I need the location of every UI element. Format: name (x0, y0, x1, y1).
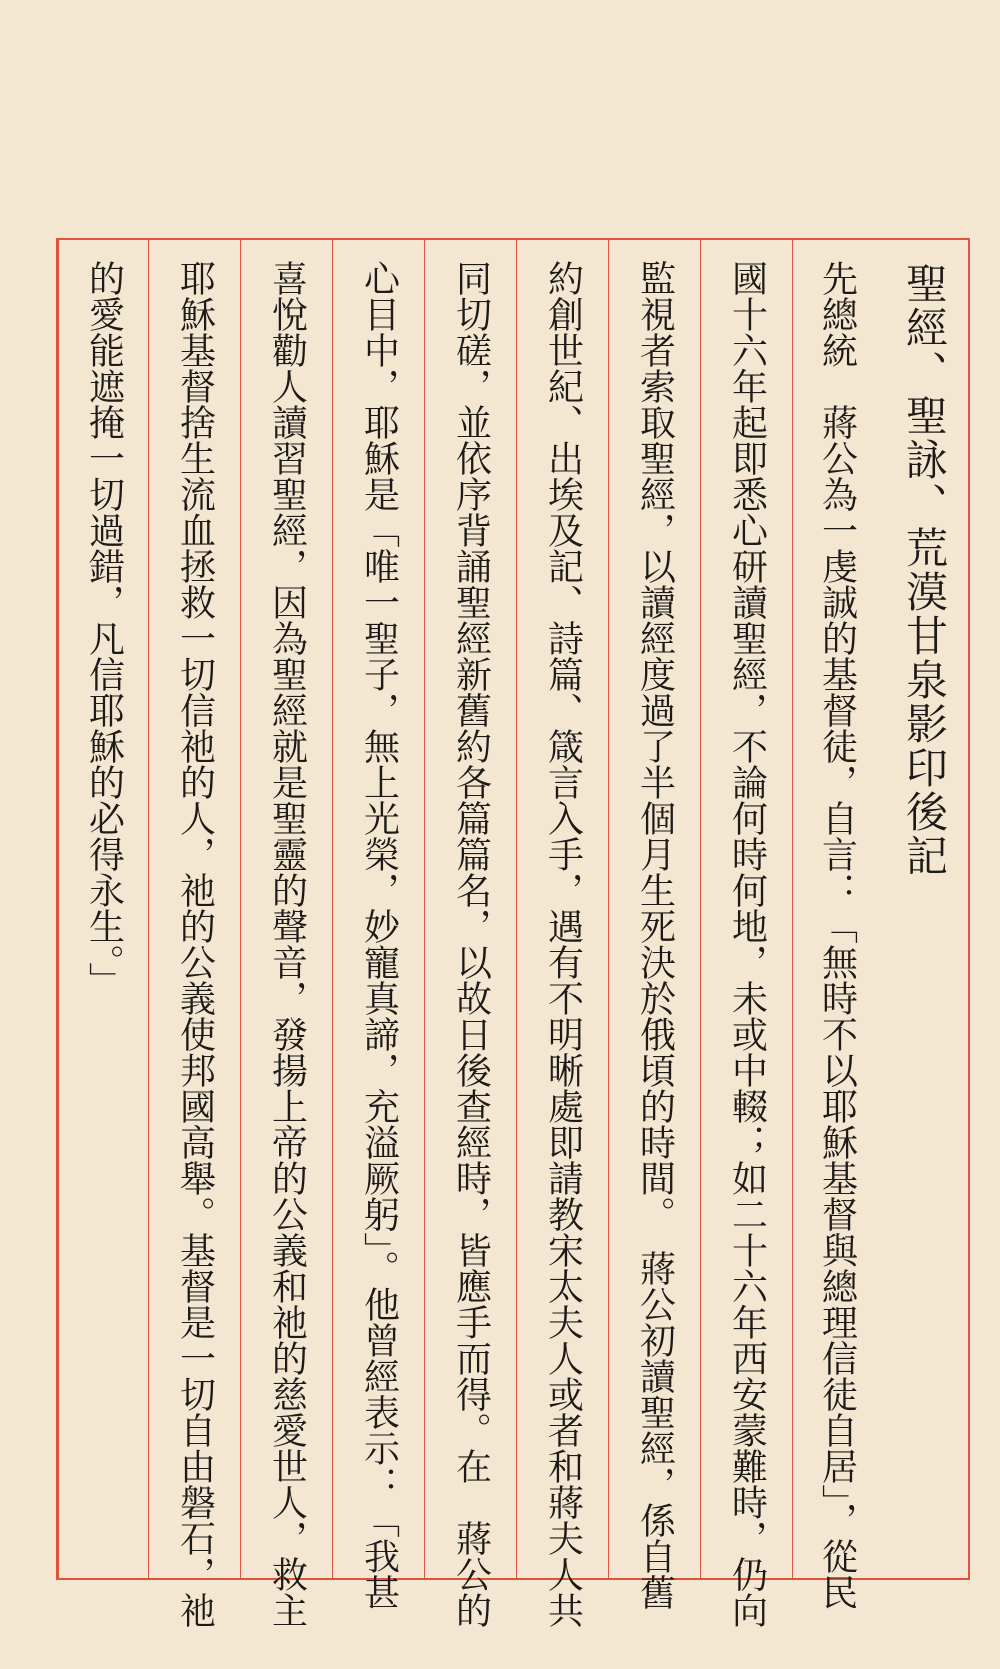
text-column-6 (332, 240, 424, 1610)
page-title: 聖經、聖詠、荒漠甘泉影印後記 (900, 262, 949, 878)
text-column-5 (424, 240, 516, 1628)
text-line: 的愛能遮掩一切過錯，凡信耶穌的必得永生。」 (83, 260, 125, 998)
text-line: 監視者索取聖經，以讀經度過了半個月生死決於俄頃的時間。 蔣公初讀聖經，係自舊 (634, 260, 676, 1610)
text-column-1 (792, 240, 880, 1610)
text-frame (56, 238, 970, 1628)
title-column (880, 240, 968, 1578)
text-line: 國十六年起即悉心研讀聖經，不論何時何地，未或中輟；如二十六年西安蒙難時，仍向 (726, 260, 768, 1628)
text-column-9 (58, 240, 148, 1578)
text-line: 先總統 蔣公為一虔誠的基督徒，自言：「無時不以耶穌基督與總理信徒自居」，從民 (816, 260, 858, 1610)
text-line: 同切磋，並依序背誦聖經新舊約各篇篇名，以故日後查經時，皆應手而得。在 蔣公的 (450, 260, 492, 1628)
text-column-4 (516, 240, 608, 1628)
text-line: 喜悅勸人讀習聖經，因為聖經就是聖靈的聲音，發揚上帝的公義和祂的慈愛世人，救主 (266, 260, 308, 1628)
text-line: 約創世紀、出埃及記、詩篇、箴言入手，遇有不明晰處即請教宋太夫人或者和蔣夫人共 (542, 260, 584, 1628)
text-line: 耶穌基督捨生流血拯救一切信祂的人，祂的公義使邦國高舉。基督是一切自由磐石，祂 (174, 260, 216, 1628)
text-line: 心目中，耶穌是「唯一聖子，無上光榮，妙寵真諦，充溢厥躬」。他曾經表示：「我甚 (358, 260, 400, 1610)
text-column-2 (700, 240, 792, 1628)
text-column-8 (148, 240, 240, 1628)
text-column-3 (608, 240, 700, 1610)
text-column-7 (240, 240, 332, 1628)
